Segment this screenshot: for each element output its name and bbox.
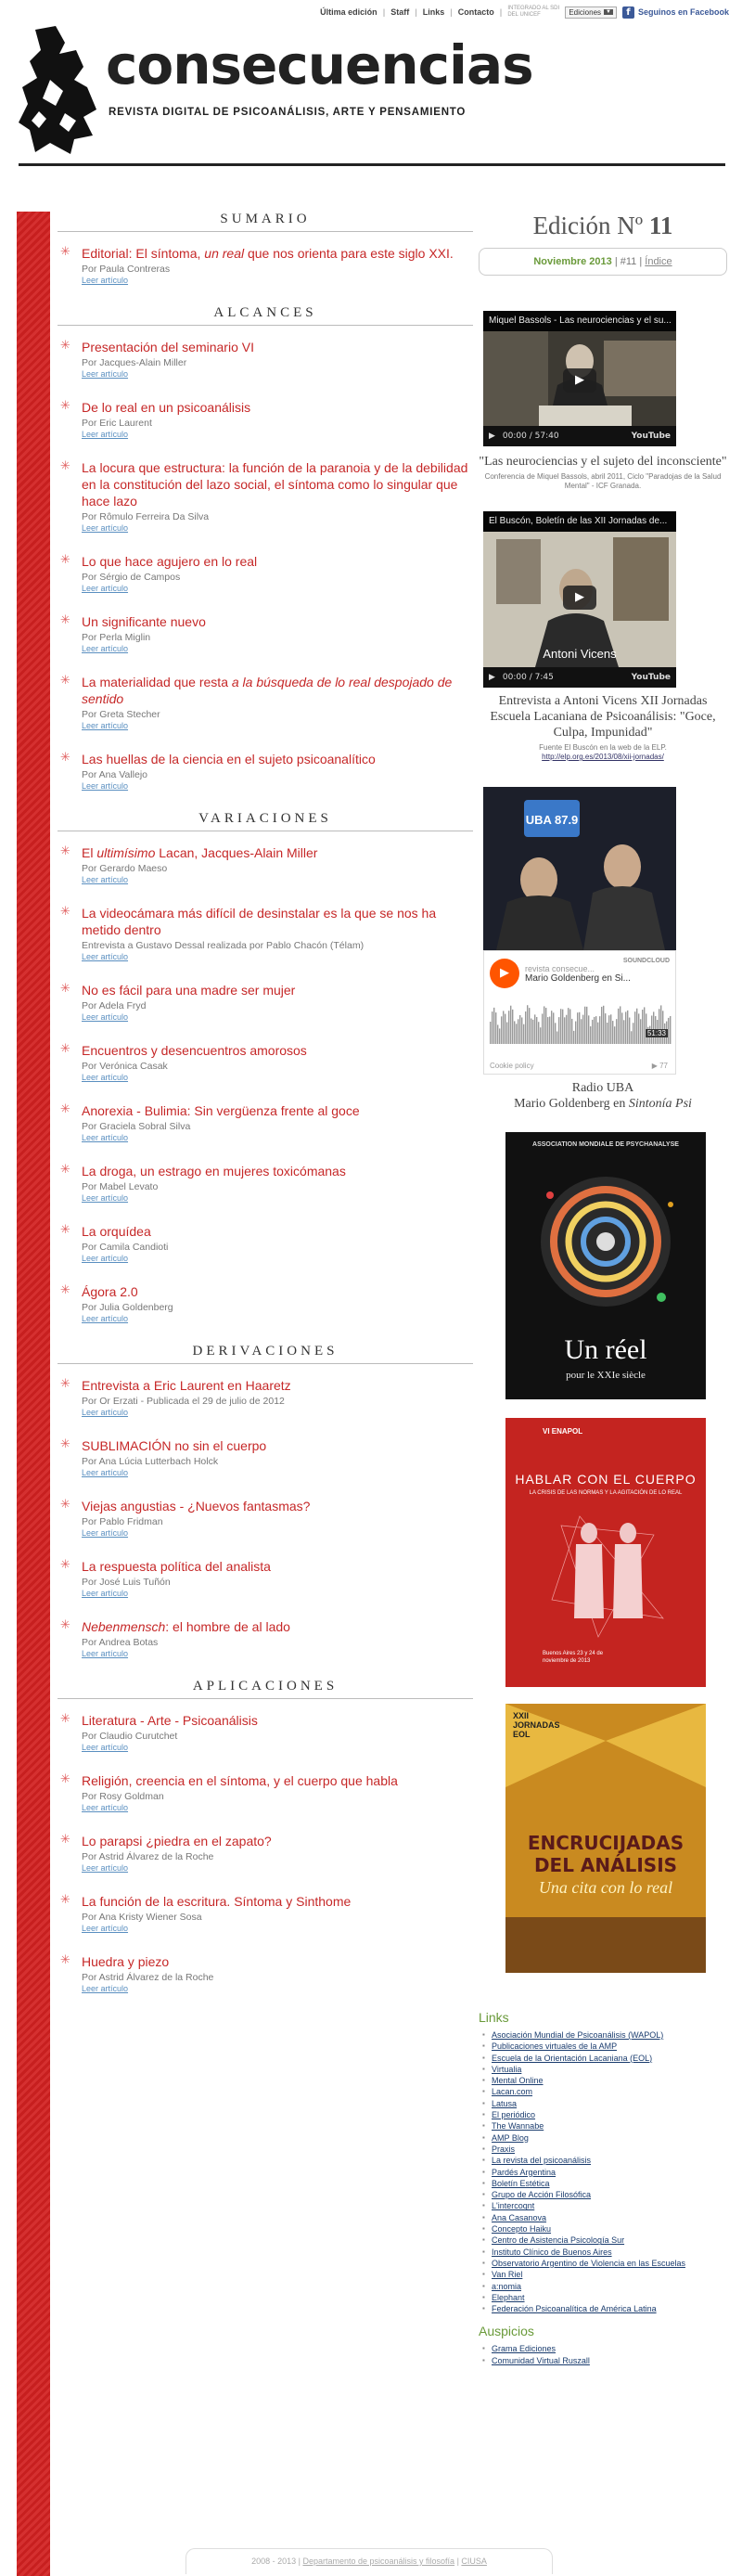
star-bullet-icon: ✳ <box>60 1042 70 1056</box>
article-author: Por José Luis Tuñón <box>82 1577 171 1588</box>
index-link[interactable]: Índice <box>645 256 672 267</box>
star-bullet-icon: ✳ <box>60 1163 70 1177</box>
article-author: Por Rômulo Ferreira Da Silva <box>82 511 210 522</box>
header-divider <box>19 163 725 166</box>
poster-hablar-con-el-cuerpo[interactable] <box>505 1418 706 1687</box>
article-title-link[interactable]: Ágora 2.0 <box>82 1284 138 1299</box>
site-subtitle: REVISTA DIGITAL DE PSICOANÁLISIS, ARTE Y PENSAMIENTO <box>109 107 467 118</box>
play-icon[interactable]: ▶ <box>490 959 519 988</box>
article-item <box>58 844 473 884</box>
article-title-link[interactable]: Encuentros y desencuentros amorosos <box>82 1043 307 1058</box>
video-player-vicens[interactable] <box>483 511 676 688</box>
edition-heading <box>479 212 727 240</box>
links-item[interactable]: ▪ Boletín Estética <box>479 2178 727 2189</box>
radio-caption-2: Mario Goldenberg en Sintonía Psi <box>514 1097 692 1111</box>
article-title-link[interactable]: Entrevista a Eric Laurent en Haaretz <box>82 1378 291 1393</box>
links-item[interactable]: ▪ Lacan.com <box>479 2086 727 2097</box>
video-controls <box>483 667 676 688</box>
article-item <box>58 459 473 533</box>
play-icon[interactable]: ▶ <box>563 586 596 610</box>
soundcloud-user[interactable]: revista consecue... <box>525 963 595 973</box>
nav-separator: | <box>450 7 453 17</box>
read-more-link[interactable]: Leer artículo <box>82 1073 129 1082</box>
article-item <box>58 613 473 653</box>
nav-links[interactable]: Links <box>422 7 445 17</box>
star-bullet-icon: ✳ <box>60 905 70 919</box>
youtube-icon[interactable]: YouTube <box>631 431 671 441</box>
star-bullet-icon: ✳ <box>60 553 70 567</box>
footer: 2008 - 2013 | Departamento de psicoanálisis y filosofía | CIUSA <box>186 2548 553 2574</box>
article-author: Por Sérgio de Campos <box>82 572 181 583</box>
read-more-link[interactable]: Leer artículo <box>82 1314 129 1323</box>
links-item[interactable]: ▪ a:nomia <box>479 2281 727 2292</box>
play-count: ▶ 77 <box>651 1062 668 1070</box>
article-author: Por Or Erzati - Publicada el 29 de julio de 2012 <box>82 1396 285 1407</box>
links-item[interactable]: ▪ The Wannabe <box>479 2120 727 2132</box>
links-item[interactable]: ▪ El periódico <box>479 2109 727 2120</box>
article-author: Entrevista a Gustavo Dessal realizada por Pablo Chacón (Télam) <box>82 940 365 951</box>
section-heading: DERIVACIONES <box>58 1344 473 1364</box>
star-bullet-icon: ✳ <box>60 1953 70 1967</box>
star-bullet-icon: ✳ <box>60 1893 70 1907</box>
links-item[interactable]: ▪ Asociación Mundial de Psicoanálisis (WAPOL) <box>479 2029 727 2041</box>
star-bullet-icon: ✳ <box>60 844 70 858</box>
article-author: Por Gerardo Maeso <box>82 863 168 874</box>
video1-caption: "Las neurociencias y el sujeto del inconsciente" <box>479 455 727 469</box>
article-title-link[interactable]: La orquídea <box>82 1224 151 1239</box>
links-item[interactable]: ▪ Van Riel <box>479 2269 727 2280</box>
auspicios-heading: Auspicios <box>479 2324 534 2339</box>
article-item <box>58 339 473 379</box>
article-item <box>58 1437 473 1477</box>
links-item[interactable]: ▪ Grupo de Acción Filosófica <box>479 2189 727 2200</box>
article-item <box>58 982 473 1022</box>
article-title-link[interactable]: Literatura - Arte - Psicoanálisis <box>82 1713 258 1728</box>
star-bullet-icon: ✳ <box>60 1618 70 1632</box>
nav-separator: | <box>499 7 503 17</box>
article-author: Por Graciela Sobral Silva <box>82 1121 191 1132</box>
read-more-link[interactable]: Leer artículo <box>82 952 129 961</box>
video2-note: Fuente El Buscón en la web de la ELP. <box>539 743 667 752</box>
edition-month: Noviembre 2013 <box>533 256 612 267</box>
star-bullet-icon: ✳ <box>60 1223 70 1237</box>
read-more-link[interactable]: Leer artículo <box>82 1924 129 1933</box>
read-more-link[interactable]: Leer artículo <box>82 1743 129 1752</box>
article-title-link[interactable]: El ultimísimo Lacan, Jacques-Alain Miller <box>82 845 318 860</box>
links-item[interactable]: ▪ Escuela de la Orientación Lacaniana (EOL) <box>479 2053 727 2064</box>
nav-staff[interactable]: Staff <box>390 7 410 17</box>
star-bullet-icon: ✳ <box>60 1712 70 1726</box>
star-bullet-icon: ✳ <box>60 1283 70 1297</box>
article-title-link[interactable]: Presentación del seminario VI <box>82 340 254 354</box>
article-author: Por Greta Stecher <box>82 709 160 720</box>
editions-label: Ediciones <box>569 7 602 17</box>
article-title-link[interactable]: Religión, creencia en el síntoma, y el cuerpo que habla <box>82 1773 398 1788</box>
read-more-link[interactable]: Leer artículo <box>82 1984 129 1993</box>
article-author: Por Astrid Álvarez de la Roche <box>82 1972 214 1983</box>
article-title-link[interactable]: La droga, un estrago en mujeres toxicómanas <box>82 1164 346 1179</box>
article-author: Por Perla Miglin <box>82 632 151 643</box>
read-more-link[interactable]: Leer artículo <box>82 1468 129 1477</box>
play-small-icon[interactable]: ▶ <box>489 673 495 682</box>
auspicios-list <box>479 2343 727 2366</box>
poster-main-2: DEL ANÁLISIS <box>533 1854 678 1876</box>
soundcloud-player[interactable] <box>483 950 676 1075</box>
article-title-link[interactable]: La videocámara más difícil de desinstalar es la que se nos ha metido dentro <box>82 906 437 937</box>
time-readout: 00:00 / 7:45 <box>502 673 554 682</box>
star-bullet-icon: ✳ <box>60 339 70 353</box>
links-heading: Links <box>479 2010 509 2025</box>
read-more-link[interactable]: Leer artículo <box>82 1528 129 1538</box>
poster-sub: pour le XXIe siècle <box>566 1370 646 1381</box>
cookie-policy-link[interactable]: Cookie policy <box>490 1062 534 1070</box>
video-player-bassols[interactable] <box>483 311 676 446</box>
footer-dept-link[interactable]: Departamento de psicoanálisis y filosofía <box>302 2557 455 2566</box>
star-bullet-icon: ✳ <box>60 459 70 473</box>
radio-uba-photo <box>483 787 676 950</box>
article-author: Por Ana Kristy Wiener Sosa <box>82 1912 202 1923</box>
article-title-link[interactable]: SUBLIMACIÓN no sin el cuerpo <box>82 1438 267 1453</box>
sdi-badge[interactable]: INTEGRADO AL SDI DEL UNICEF <box>507 6 560 18</box>
read-more-link[interactable]: Leer artículo <box>82 369 129 379</box>
facebook-icon: f <box>622 6 634 19</box>
section-heading: ALCANCES <box>58 305 473 326</box>
links-item[interactable]: ▪ Instituto Clínico de Buenos Aires <box>479 2247 727 2258</box>
article-item <box>58 1953 473 1993</box>
links-item[interactable]: ▪ Federación Psicoanalítica de América Latina <box>479 2303 727 2314</box>
separator: | <box>639 256 646 267</box>
star-bullet-icon: ✳ <box>60 751 70 765</box>
auspicios-item[interactable]: ▪ Grama Ediciones <box>479 2343 727 2354</box>
article-item <box>58 1833 473 1873</box>
poster-sub: Una cita con lo real <box>538 1878 673 1897</box>
read-more-link[interactable]: Leer artículo <box>82 1408 129 1417</box>
read-more-link[interactable]: Leer artículo <box>82 584 129 593</box>
star-bullet-icon: ✳ <box>60 1102 70 1116</box>
read-more-link[interactable]: Leer artículo <box>82 1193 129 1203</box>
video-controls <box>483 426 676 446</box>
links-list <box>479 2029 727 2314</box>
article-author: Por Mabel Levato <box>82 1181 159 1192</box>
soundcloud-track[interactable]: Mario Goldenberg en Si... <box>525 972 631 984</box>
links-item[interactable]: ▪ Pardés Argentina <box>479 2167 727 2178</box>
links-item[interactable]: ▪ La revista del psicoanálisis <box>479 2155 727 2166</box>
article-item <box>58 905 473 961</box>
edition-hash: #11 <box>620 256 637 267</box>
links-item[interactable]: ▪ Mental Online <box>479 2075 727 2086</box>
video-title: El Buscón, Boletín de las XII Jornadas de... <box>483 511 676 532</box>
article-author: Por Claudio Curutchet <box>82 1731 178 1742</box>
links-item[interactable]: ▪ Elephant <box>479 2292 727 2303</box>
facebook-link[interactable] <box>622 6 729 19</box>
article-title-link[interactable]: Un significante nuevo <box>82 614 206 629</box>
poster-main: HABLAR CON EL CUERPO <box>515 1472 697 1487</box>
video2-link[interactable]: http://elp.org.es/2013/08/xii-jornadas/ <box>542 753 664 761</box>
links-item[interactable]: ▪ Praxis <box>479 2144 727 2155</box>
links-item[interactable]: ▪ Concepto Haiku <box>479 2223 727 2235</box>
article-title-link[interactable]: De lo real en un psicoanálisis <box>82 400 251 415</box>
article-item <box>58 1498 473 1538</box>
nav-separator: | <box>382 7 386 17</box>
edition-number: 11 <box>648 212 673 239</box>
figures-icon <box>543 1507 672 1646</box>
read-more-link[interactable]: Leer artículo <box>82 1254 129 1263</box>
article-author: Por Andrea Botas <box>82 1637 159 1648</box>
article-item <box>58 1712 473 1752</box>
star-bullet-icon: ✳ <box>60 245 70 259</box>
article-title-link[interactable]: Viejas angustias - ¿Nuevos fantasmas? <box>82 1499 311 1513</box>
section-heading: APLICACIONES <box>58 1679 473 1699</box>
edition-info-box <box>479 248 727 276</box>
read-more-link[interactable]: Leer artículo <box>82 1012 129 1022</box>
poster-date: Buenos Aires 23 y 24 de noviembre de 2013 <box>543 1651 604 1664</box>
article-author: Por Rosy Goldman <box>82 1791 164 1802</box>
links-item[interactable]: ▪ Virtualia <box>479 2064 727 2075</box>
article-author: Por Julia Goldenberg <box>82 1302 173 1313</box>
article-title-link[interactable]: Las huellas de la ciencia en el sujeto psicoanalítico <box>82 752 376 766</box>
links-item[interactable]: ▪ Ana Casanova <box>479 2212 727 2223</box>
read-more-link[interactable]: Leer artículo <box>82 1649 129 1658</box>
soundcloud-brand[interactable]: SOUNDCLOUD <box>622 958 670 964</box>
article-title-link[interactable]: Nebenmensch: el hombre de al lado <box>82 1619 290 1634</box>
article-list <box>58 212 473 2014</box>
chevron-down-icon: ▼ <box>606 9 611 15</box>
read-more-link[interactable]: Leer artículo <box>82 276 129 285</box>
article-item <box>58 1102 473 1142</box>
links-section <box>479 2010 727 2366</box>
poster-main-1: ENCRUCIJADAS <box>527 1832 684 1854</box>
video-person-name: Antoni Vicens <box>543 647 617 661</box>
time-readout: 00:00 / 57:40 <box>502 431 559 441</box>
edition-label: Edición Nº <box>532 212 644 239</box>
article-title-link[interactable]: Lo parapsi ¿piedra en el zapato? <box>82 1834 272 1848</box>
article-title-link[interactable]: La materialidad que resta a la búsqueda de lo real despojado de sentido <box>82 675 453 706</box>
article-title-link[interactable]: Anorexia - Bulimia: Sin vergüenza frente al goce <box>82 1103 360 1118</box>
star-bullet-icon: ✳ <box>60 674 70 688</box>
poster-un-reel[interactable] <box>505 1132 706 1399</box>
read-more-link[interactable]: Leer artículo <box>82 781 129 791</box>
poster-encrucijadas[interactable] <box>505 1704 706 1973</box>
article-item <box>58 1772 473 1812</box>
separator: | <box>614 256 620 267</box>
links-item[interactable]: ▪ Latusa <box>479 2098 727 2109</box>
star-bullet-icon: ✳ <box>60 1377 70 1391</box>
read-more-link[interactable]: Leer artículo <box>82 721 129 730</box>
article-author: Por Adela Fryd <box>82 1000 147 1011</box>
article-title-link[interactable]: La función de la escritura. Síntoma y Sinthome <box>82 1894 352 1909</box>
radio-sign: UBA 87.9 <box>525 813 579 827</box>
nav-separator: | <box>415 7 417 17</box>
links-item[interactable]: ▪ Observatorio Argentino de Violencia en las Escuelas <box>479 2258 727 2269</box>
play-icon[interactable]: ▶ <box>563 368 596 393</box>
article-item <box>58 553 473 593</box>
article-title-link[interactable]: La locura que estructura: la función de la paranoia y de la debilidad en la constitución del lazo social, el síntoma como lo singular que hace lazo <box>82 460 468 509</box>
article-title-link[interactable]: La respuesta política del analista <box>82 1559 271 1574</box>
article-item <box>58 399 473 439</box>
editions-dropdown[interactable] <box>565 6 617 19</box>
facebook-label: Seguinos en Facebook <box>637 7 729 17</box>
article-item <box>58 1618 473 1658</box>
star-bullet-icon: ✳ <box>60 1437 70 1451</box>
article-item <box>58 1377 473 1417</box>
article-author: Por Ana Lúcia Lutterbach Holck <box>82 1456 219 1467</box>
article-author: Por Eric Laurent <box>82 418 152 429</box>
star-bullet-icon: ✳ <box>60 613 70 627</box>
links-item[interactable]: ▪ Publicaciones virtuales de la AMP <box>479 2041 727 2052</box>
links-item[interactable]: ▪ Centro de Asistencia Psicología Sur <box>479 2235 727 2246</box>
track-duration: 51:33 <box>646 1029 666 1037</box>
article-item <box>58 674 473 730</box>
video1-note: Conferencia de Miquel Bassols, abril 2011, Ciclo "Paradojas de la Salud Mental" - ICF Granada. <box>484 472 722 490</box>
poster-sub: LA CRISIS DE LAS NORMAS Y LA AGITACIÓN DE LO REAL <box>529 1490 683 1496</box>
play-small-icon[interactable]: ▶ <box>489 431 495 441</box>
star-bullet-icon: ✳ <box>60 982 70 996</box>
star-bullet-icon: ✳ <box>60 1772 70 1786</box>
article-title-link[interactable]: Huedra y piezo <box>82 1954 170 1969</box>
section-heading: VARIACIONES <box>58 811 473 831</box>
youtube-icon[interactable]: YouTube <box>631 673 671 682</box>
links-item[interactable]: ▪ L'intercoqnt <box>479 2200 727 2211</box>
article-author: Por Ana Vallejo <box>82 769 148 780</box>
article-item <box>58 1223 473 1263</box>
article-author: Por Jacques-Alain Miller <box>82 357 187 368</box>
read-more-link[interactable]: Leer artículo <box>82 875 129 884</box>
sidebar <box>479 212 727 2366</box>
article-title-link[interactable]: No es fácil para una madre ser mujer <box>82 983 296 998</box>
top-nav <box>320 6 729 19</box>
waveform[interactable] <box>490 999 672 1044</box>
article-item <box>58 1893 473 1933</box>
read-more-link[interactable]: Leer artículo <box>82 523 129 533</box>
radio-caption: Radio UBA <box>571 1081 634 1095</box>
star-bullet-icon: ✳ <box>60 399 70 413</box>
poster-org: VI ENAPOL <box>543 1427 583 1436</box>
article-author: Por Camila Candioti <box>82 1242 169 1253</box>
article-item <box>58 751 473 791</box>
auspicios-item[interactable]: ▪ Comunidad Virtual Ruszall <box>479 2355 727 2366</box>
read-more-link[interactable]: Leer artículo <box>82 1863 129 1873</box>
logo-icon[interactable] <box>19 26 102 154</box>
article-author: Por Pablo Fridman <box>82 1516 163 1527</box>
video-title: Miquel Bassols - Las neurociencias y el su... <box>483 311 676 331</box>
read-more-link[interactable]: Leer artículo <box>82 644 129 653</box>
article-author: Por Verónica Casak <box>82 1061 168 1072</box>
links-item[interactable]: ▪ AMP Blog <box>479 2132 727 2144</box>
spiral-icon <box>522 1158 689 1325</box>
article-item <box>58 245 473 285</box>
article-author: Por Astrid Álvarez de la Roche <box>82 1851 214 1862</box>
article-item <box>58 1042 473 1082</box>
read-more-link[interactable]: Leer artículo <box>82 1133 129 1142</box>
article-item <box>58 1558 473 1598</box>
section-heading: SUMARIO <box>58 212 473 232</box>
poster-main: Un réel <box>564 1334 647 1365</box>
article-author: Por Paula Contreras <box>82 264 171 275</box>
article-item <box>58 1163 473 1203</box>
site-title[interactable]: consecuencias <box>106 33 533 97</box>
poster-org: ASSOCIATION MONDIALE DE PSYCHANALYSE <box>532 1141 679 1148</box>
nav-ultima-edicion[interactable]: Última edición <box>320 7 377 17</box>
footer-org-link[interactable]: CIUSA <box>461 2557 487 2566</box>
star-bullet-icon: ✳ <box>60 1558 70 1572</box>
footer-years: 2008 - 2013 <box>251 2557 297 2566</box>
read-more-link[interactable]: Leer artículo <box>82 1589 129 1598</box>
video2-caption: Entrevista a Antoni Vicens XII Jornadas Escuela Lacaniana de Psicoanálisis: "Goce, Culpa, Impunidad" <box>490 694 716 740</box>
poster-org: XXII JORNADAS EOL <box>513 1711 560 1739</box>
read-more-link[interactable]: Leer artículo <box>82 430 129 439</box>
decorative-red-strip <box>17 212 50 2576</box>
article-title-link[interactable]: Editorial: El síntoma, un real que nos orienta para este siglo XXI. <box>82 246 454 261</box>
read-more-link[interactable]: Leer artículo <box>82 1803 129 1812</box>
nav-contacto[interactable]: Contacto <box>457 7 494 17</box>
star-bullet-icon: ✳ <box>60 1498 70 1512</box>
article-title-link[interactable]: Lo que hace agujero en lo real <box>82 554 258 569</box>
star-bullet-icon: ✳ <box>60 1833 70 1847</box>
article-item <box>58 1283 473 1323</box>
